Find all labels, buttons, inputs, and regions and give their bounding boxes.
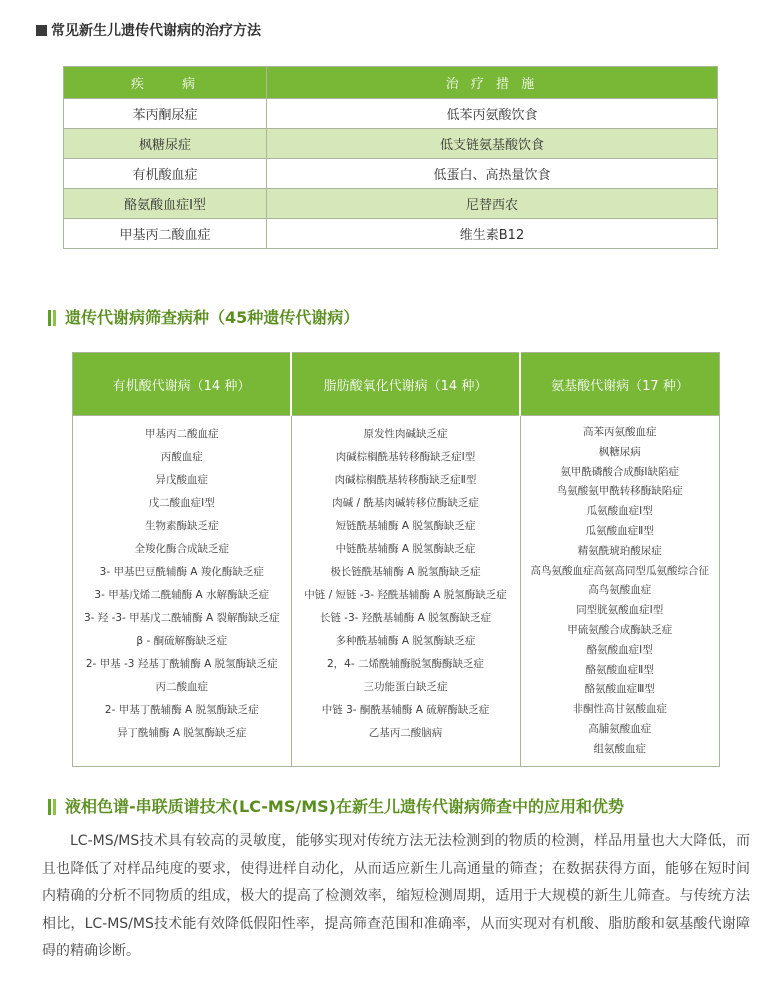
organic-acid-column	[73, 416, 292, 767]
header-amino-acid: 氨基酸代谢病（17 种）	[520, 353, 720, 416]
disease-list-item: 丙酸血症	[160, 451, 203, 463]
disease-list-item: 高鸟氨酸血症高氨高同型瓜氨酸综合征	[530, 564, 709, 577]
section1-title-text: 常见新生儿遗传代谢病的治疗方法	[51, 23, 261, 39]
screening-table	[72, 352, 720, 767]
disease-list-item: 戊二酸血症Ⅰ型	[148, 497, 215, 509]
section1-title	[36, 20, 261, 40]
disease-list-item: 甲硫氨酸合成酶缺乏症	[567, 623, 673, 636]
disease-list-item: 极长链酰基辅酶 A 脱氢酶缺乏症	[330, 566, 481, 578]
treatment-table	[63, 66, 718, 249]
disease-list-item: 肉碱棕榈酰基转移酶缺乏症Ⅰ型	[335, 451, 476, 463]
disease-list-item: 2- 甲基丁酰辅酶 A 脱氢酶缺乏症	[104, 704, 259, 716]
treatment-table-header	[64, 67, 718, 99]
screening-table-body	[73, 416, 720, 767]
disease-list-item: 丙二酸血症	[155, 681, 208, 693]
disease-list-item: 3- 甲基戊烯二酰辅酶 A 水解酶缺乏症	[94, 589, 270, 601]
disease-list-item: 异戊酸血症	[155, 474, 208, 486]
disease-list-item: 瓜氨酸血症Ⅰ型	[586, 505, 653, 518]
disease-cell: 有机酸血症	[64, 159, 267, 189]
section2-title-text: 遗传代谢病筛查病种（45种遗传代谢病）	[65, 308, 360, 327]
disease-list-item: 生物素酶缺乏症	[145, 520, 219, 532]
treatment-cell: 低支链氨基酸饮食	[267, 129, 718, 159]
disease-list-item: 3- 羟 -3- 甲基戊二酰辅酶 A 裂解酶缺乏症	[83, 612, 280, 624]
disease-cell: 酪氨酸血症Ⅰ型	[64, 189, 267, 219]
treatment-cell: 尼替西农	[267, 189, 718, 219]
disease-list-item: 组氨酸血症	[593, 742, 646, 755]
disease-list-item: 酪氨酸血症Ⅱ型	[585, 663, 654, 676]
treatment-cell: 维生素B12	[267, 219, 718, 249]
treatment-cell: 低蛋白、高热量饮食	[267, 159, 718, 189]
disease-list-item: 三功能蛋白缺乏症	[363, 681, 448, 693]
disease-list-item: 瓜氨酸血症Ⅱ型	[585, 524, 654, 537]
disease-list-item: 酪氨酸血症Ⅰ型	[586, 643, 653, 656]
disease-list-item: 长链 -3- 羟酰基辅酶 A 脱氢酶缺乏症	[319, 612, 492, 624]
disease-list-item: 高苯丙氨酸血症	[583, 426, 657, 438]
disease-cell: 苯丙酮尿症	[64, 99, 267, 129]
amino-acid-column	[520, 416, 720, 767]
table-row	[64, 189, 718, 219]
disease-list-item: 全羧化酶合成缺乏症	[134, 543, 229, 555]
disease-list-item: 肉碱棕榈酰基转移酶缺乏症Ⅱ型	[334, 474, 477, 486]
disease-list-item: 中链 3- 酮酰基辅酶 A 硫解酶缺乏症	[321, 704, 490, 716]
disease-cell: 甲基丙二酸血症	[64, 219, 267, 249]
body-paragraph: LC-MS/MS技术具有较高的灵敏度，能够实现对传统方法无法检测到的物质的检测，样品用量也大大降低，而且也降低了对样品纯度的要求，使得进样自动化，从而适应新生儿高通量的筛查；在数据获得方面，能够在短时间内精确的分析不同物质的组成，极大的提高了检测效率，缩短检测周期，适用于大规模的新生儿筛查。与传统方法相比，LC-MS/MS技术能有效降低假阳性率，提高筛查范围和准确率，从而实现对有机酸、脂肪酸和氨基酸代谢障碍的精确诊断。	[42, 833, 750, 959]
treatment-cell: 低苯丙氨酸饮食	[267, 99, 718, 129]
square-bullet-icon	[36, 25, 47, 36]
green-bars-icon	[48, 799, 58, 819]
table-row	[64, 159, 718, 189]
header-organic-acid: 有机酸代谢病（14 种）	[73, 353, 292, 416]
table-row	[64, 99, 718, 129]
disease-list-item: 异丁酰辅酶 A 脱氢酶缺乏症	[117, 727, 247, 739]
disease-list-item: 鸟氨酸氨甲酰转移酶缺陷症	[556, 485, 683, 498]
disease-list-item: 高鸟氨酸血症	[588, 584, 652, 597]
disease-list-item: 酪氨酸血症Ⅲ型	[584, 683, 655, 696]
disease-list-item: 短链酰基辅酶 A 脱氢酶缺乏症	[335, 520, 476, 532]
disease-list-item: 高脯氨酸血症	[588, 722, 652, 735]
section3-title	[48, 794, 624, 819]
screening-table-header	[73, 353, 720, 416]
disease-list-item: 多种酰基辅酶 A 脱氢酶缺乏症	[335, 635, 476, 647]
disease-list-item: 原发性肉碱缺乏症	[363, 428, 448, 440]
disease-list-item: 氨甲酰磷酸合成酶Ⅰ缺陷症	[560, 465, 680, 478]
table-row	[64, 219, 718, 249]
green-bars-icon	[48, 310, 58, 330]
disease-list-item: 中链 / 短链 -3- 羟酰基辅酶 A 脱氢酶缺乏症	[304, 589, 507, 601]
table-row	[64, 129, 718, 159]
disease-list-item: 同型胱氨酸血症Ⅰ型	[576, 604, 664, 617]
disease-list-item: 精氨酰琥珀酸尿症	[577, 544, 662, 557]
fatty-acid-column	[291, 416, 520, 767]
header-treatment: 治 疗 措 施	[267, 67, 718, 99]
section2-title	[48, 305, 359, 330]
section3-title-text: 液相色谱-串联质谱技术(LC-MS/MS)在新生儿遗传代谢病筛查中的应用和优势	[65, 797, 624, 816]
disease-list-item: 2- 甲基 -3 羟基丁酰辅酶 A 脱氢酶缺乏症	[85, 658, 278, 670]
disease-list-item: 乙基丙二酸脑病	[368, 727, 443, 739]
disease-list-item: 2，4- 二烯酰辅酶脱氢酶酶缺乏症	[327, 658, 484, 670]
disease-list-item: 非酮性高甘氨酸血症	[572, 703, 667, 716]
disease-list-item: 3- 甲基巴豆酰辅酶 A 羧化酶缺乏症	[99, 566, 264, 578]
disease-list-item: 肉碱 / 酰基肉碱转移位酶缺乏症	[332, 497, 479, 509]
disease-list-item: 甲基丙二酸血症	[145, 428, 219, 440]
disease-list-item: β - 酮硫解酶缺乏症	[136, 635, 228, 647]
header-disease: 疾 病	[64, 67, 267, 99]
disease-list-item: 枫糖尿病	[598, 445, 641, 458]
disease-cell: 枫糖尿症	[64, 129, 267, 159]
disease-list-item: 中链酰基辅酶 A 脱氢酶缺乏症	[335, 543, 476, 555]
header-fatty-acid: 脂肪酸氧化代谢病（14 种）	[291, 353, 520, 416]
